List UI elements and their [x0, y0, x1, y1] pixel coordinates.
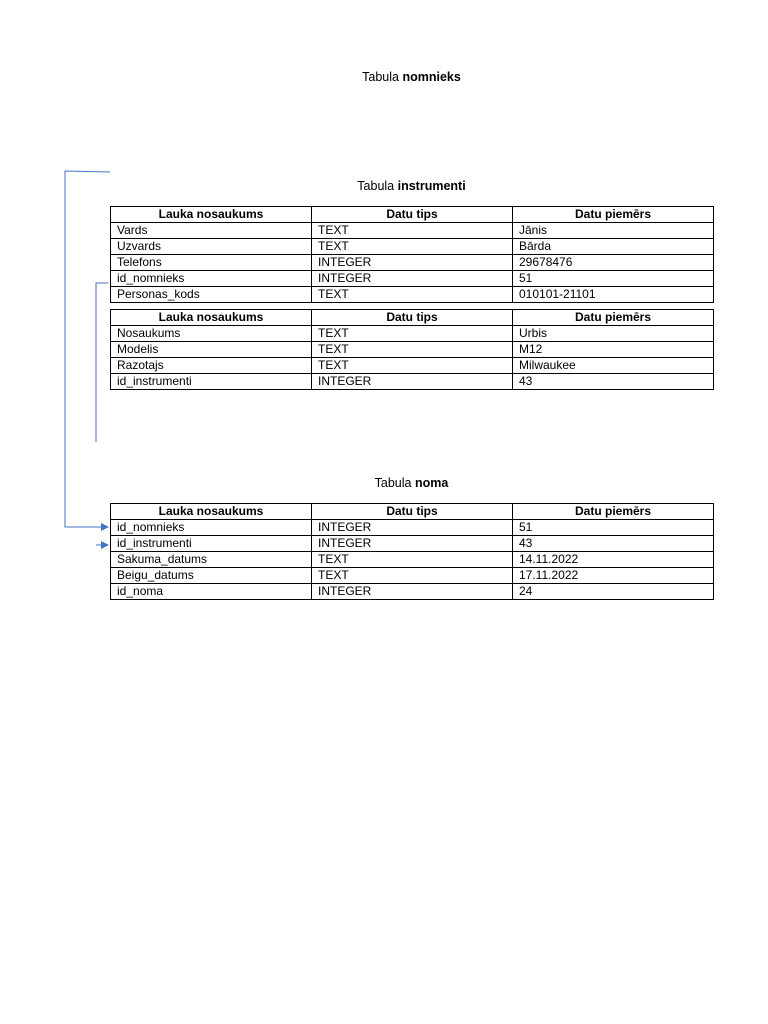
cell-example: 010101-21101 — [513, 287, 714, 303]
table-row — [111, 326, 714, 342]
cell-field: Uzvards — [111, 239, 312, 255]
cell-type: INTEGER — [312, 584, 513, 600]
connector-id-instrumenti-upper — [96, 283, 108, 442]
cell-example: 51 — [513, 520, 714, 536]
header-data-example: Datu piemērs — [513, 310, 714, 326]
header-field-name: Lauka nosaukums — [111, 504, 312, 520]
cell-type: TEXT — [312, 223, 513, 239]
cell-field: Nosaukums — [111, 326, 312, 342]
caption-table-name: instrumenti — [397, 179, 466, 193]
cell-type: INTEGER — [312, 520, 513, 536]
caption-instrumenti — [110, 178, 713, 194]
cell-field: Beigu_datums — [111, 568, 312, 584]
cell-example: 14.11.2022 — [513, 552, 714, 568]
cell-type: TEXT — [312, 287, 513, 303]
header-data-type: Datu tips — [312, 310, 513, 326]
table-row — [111, 552, 714, 568]
caption-table-name: noma — [414, 476, 449, 490]
cell-type: TEXT — [312, 358, 513, 374]
cell-field: Personas_kods — [111, 287, 312, 303]
cell-example: 24 — [513, 584, 714, 600]
table-row — [111, 239, 714, 255]
cell-example: 29678476 — [513, 255, 714, 271]
cell-example: Jānis — [513, 223, 714, 239]
table-nomnieks — [110, 206, 714, 303]
header-field-name: Lauka nosaukums — [111, 310, 312, 326]
table-row — [111, 287, 714, 303]
cell-type: TEXT — [312, 326, 513, 342]
table-header-row — [111, 504, 714, 520]
table-row — [111, 374, 714, 390]
cell-example: 43 — [513, 536, 714, 552]
cell-field: id_nomnieks — [111, 520, 312, 536]
cell-example: M12 — [513, 342, 714, 358]
cell-example: Bārda — [513, 239, 714, 255]
cell-example: Urbis — [513, 326, 714, 342]
header-data-example: Datu piemērs — [513, 504, 714, 520]
table-row — [111, 358, 714, 374]
caption-noma — [110, 475, 713, 491]
cell-field: id_instrumenti — [111, 536, 312, 552]
caption-prefix: Tabula — [357, 179, 395, 193]
cell-example: Milwaukee — [513, 358, 714, 374]
cell-type: INTEGER — [312, 271, 513, 287]
cell-field: Modelis — [111, 342, 312, 358]
table-row — [111, 584, 714, 600]
caption-table-name: nomnieks — [402, 70, 461, 84]
table-row — [111, 342, 714, 358]
cell-field: id_noma — [111, 584, 312, 600]
cell-type: INTEGER — [312, 536, 513, 552]
cell-field: Razotajs — [111, 358, 312, 374]
table-row — [111, 568, 714, 584]
cell-field: Sakuma_datums — [111, 552, 312, 568]
connector-id-nomnieks — [65, 171, 110, 527]
table-noma — [110, 503, 714, 600]
cell-type: TEXT — [312, 568, 513, 584]
table-header-row — [111, 207, 714, 223]
header-field-name: Lauka nosaukums — [111, 207, 312, 223]
cell-example: 43 — [513, 374, 714, 390]
header-data-type: Datu tips — [312, 504, 513, 520]
header-data-example: Datu piemērs — [513, 207, 714, 223]
table-instrumenti — [110, 309, 714, 390]
caption-prefix: Tabula — [374, 476, 412, 490]
cell-field: id_nomnieks — [111, 271, 312, 287]
cell-field: Telefons — [111, 255, 312, 271]
table-header-row — [111, 310, 714, 326]
cell-example: 17.11.2022 — [513, 568, 714, 584]
cell-type: TEXT — [312, 552, 513, 568]
cell-example: 51 — [513, 271, 714, 287]
table-row — [111, 255, 714, 271]
cell-type: INTEGER — [312, 374, 513, 390]
table-row — [111, 520, 714, 536]
caption-prefix: Tabula — [362, 70, 399, 84]
cell-field: Vards — [111, 223, 312, 239]
header-data-type: Datu tips — [312, 207, 513, 223]
caption-nomnieks — [110, 69, 713, 85]
table-row — [111, 271, 714, 287]
table-row — [111, 536, 714, 552]
cell-type: INTEGER — [312, 255, 513, 271]
cell-type: TEXT — [312, 342, 513, 358]
cell-type: TEXT — [312, 239, 513, 255]
table-row — [111, 223, 714, 239]
cell-field: id_instrumenti — [111, 374, 312, 390]
